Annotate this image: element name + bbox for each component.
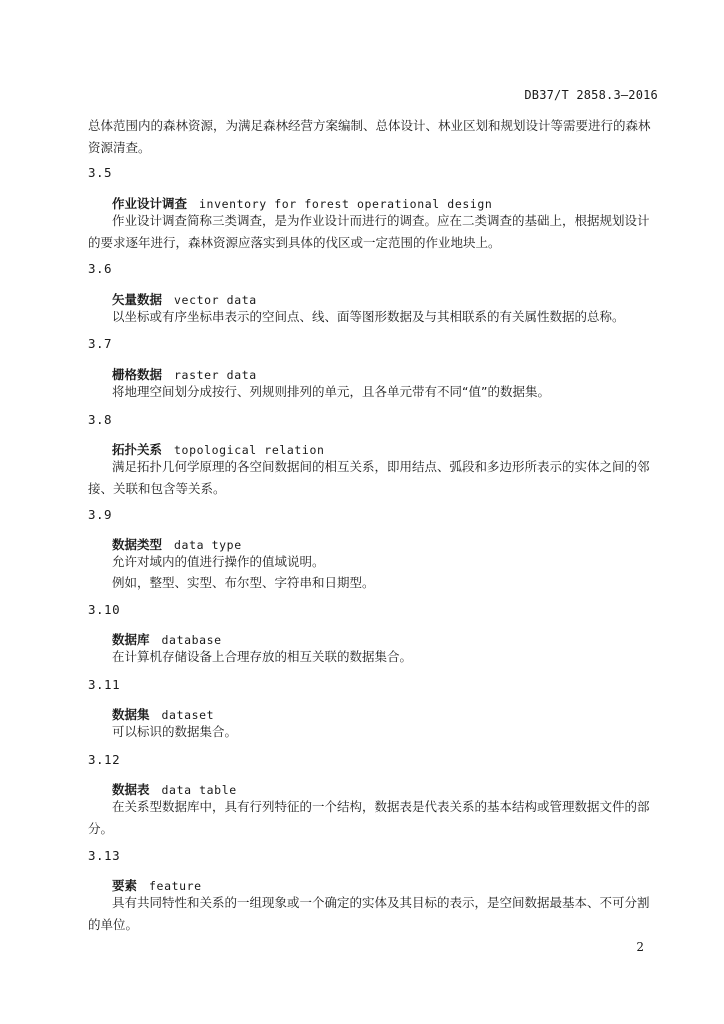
section-number: 3.9 [88,507,113,522]
term-zh: 矢量数据 [112,292,163,307]
term-en: data type [174,538,242,552]
term-en: data table [161,783,237,797]
section-number: 3.12 [88,752,121,767]
standard-code: DB37/T 2858.3—2016 [524,88,658,102]
section-number: 3.10 [88,602,121,617]
term-en: database [161,633,222,647]
section-number: 3.6 [88,261,113,276]
page-number: 2 [636,940,644,954]
term-zh: 拓扑关系 [112,442,163,457]
lead-paragraph: 总体范围内的森林资源，为满足森林经营方案编制、总体设计、林业区划和规划设计等需要进行的森林资源清查。 [88,118,651,155]
term-zh: 栅格数据 [112,367,163,382]
term-en: vector data [174,293,257,307]
term-en: topological relation [174,443,325,457]
term-en: feature [149,879,202,893]
definition-paragraph: 具有共同特性和关系的一组现象或一个确定的实体及其目标的表示，是空间数据最基本、不可分割的单位。 [88,895,650,932]
definition-paragraph: 以坐标或有序坐标串表示的空间点、线、面等图形数据及与其相联系的有关属性数据的总称。 [112,309,625,324]
term-zh: 作业设计调查 [112,196,188,211]
section-number: 3.7 [88,336,113,351]
definition-paragraph: 作业设计调查简称三类调查，是为作业设计而进行的调查。应在二类调查的基础上，根据规划设计的要求逐年进行，森林资源应落实到具体的伐区或一定范围的作业地块上。 [88,213,650,250]
term-en: dataset [161,708,215,722]
definition-paragraph: 可以标识的数据集合。 [112,724,238,739]
definition-paragraph: 将地理空间划分成按行、列规则排列的单元，且各单元带有不同“值”的数据集。 [112,384,550,399]
definition-paragraph: 满足拓扑几何学原理的各空间数据间的相互关系，即用结点、弧段和多边形所表示的实体之间的邻接、关联和包含等关系。 [88,459,650,496]
term-zh: 数据类型 [112,537,163,552]
term-en: raster data [174,368,257,382]
term-zh: 要素 [112,878,138,893]
term-zh: 数据表 [112,782,150,797]
term-zh: 数据库 [112,632,150,647]
section-number: 3.5 [88,165,113,180]
section-number: 3.8 [88,412,113,427]
section-number: 3.11 [88,677,121,692]
definition-paragraph: 在计算机存储设备上合理存放的相互关联的数据集合。 [112,649,413,664]
definition-paragraph: 在关系型数据库中，具有行列特征的一个结构，数据表是代表关系的基本结构或管理数据文件的部分。 [88,799,650,836]
section-number: 3.13 [88,848,121,863]
definition-paragraph: 允许对域内的值进行操作的值域说明。 [112,554,325,569]
term-zh: 数据集 [112,707,150,722]
term-en: inventory for forest operational design [199,197,493,211]
definition-example: 例如，整型、实型、布尔型、字符串和日期型。 [112,575,375,590]
